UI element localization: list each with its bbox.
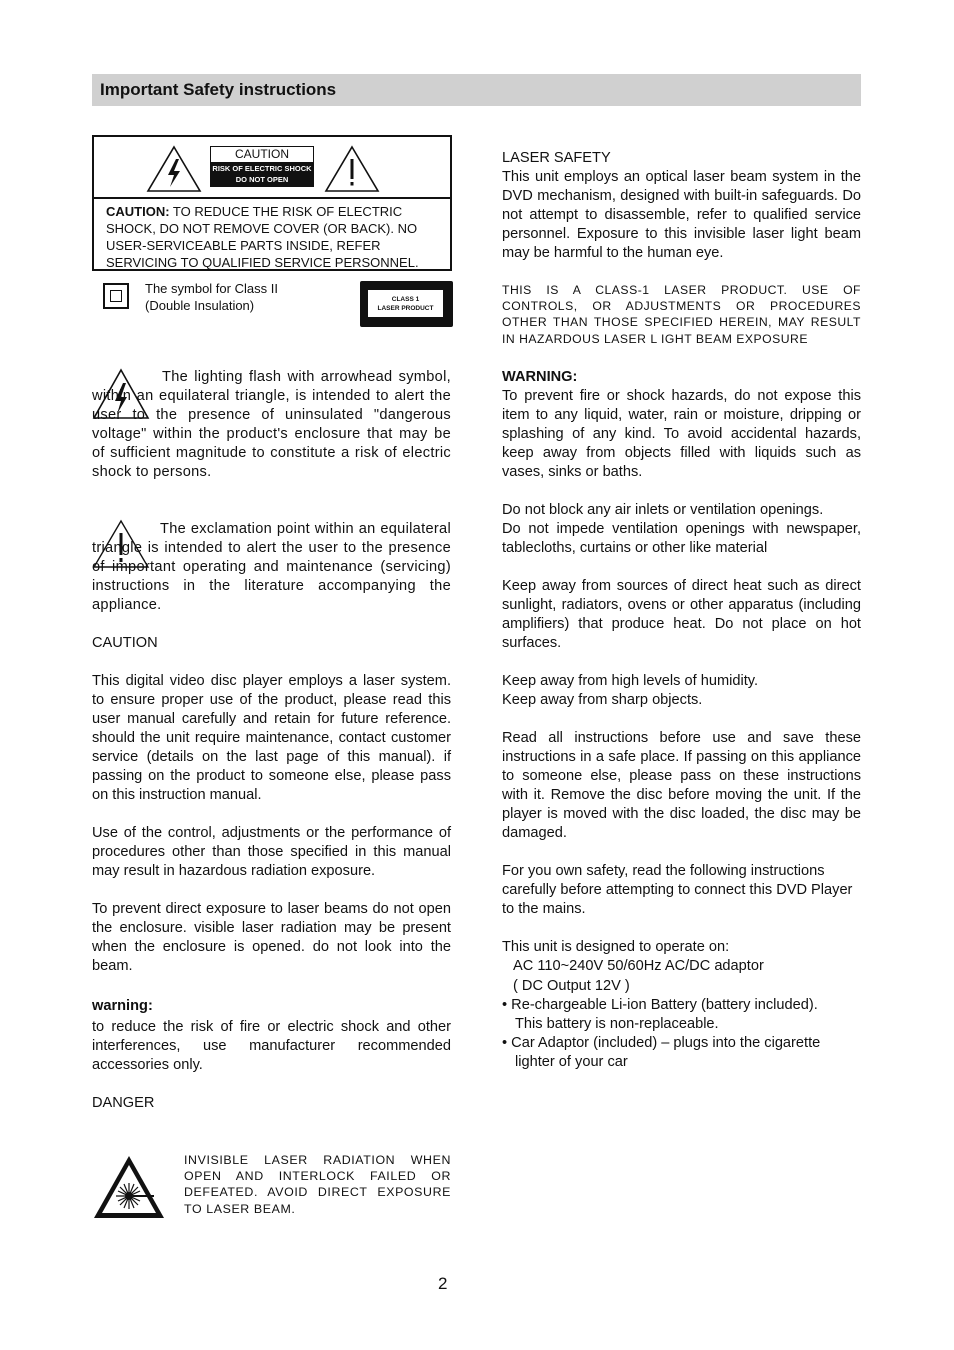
right-warning-text: To prevent fire or shock hazards, do not expose this item to any liquid, water, rain or moisture, dripping or splashing of any kind. To avoid accidental hazards, keep away from objects filled with liquids such as vases, sinks or baths. [502, 387, 861, 480]
designed-text: This unit is designed to operate on: [502, 938, 730, 955]
left-caution-section [92, 634, 451, 1113]
caution-paragraph-2: Use of the control, adjustments or the performance of procedures other than those specified in this manual may result in hazardous radiation exposure. [92, 825, 451, 879]
class2-line1: The symbol for Class II [145, 281, 278, 296]
laser-label-line2: LASER PRODUCT [377, 305, 434, 312]
section-title: Important Safety instructions [100, 80, 337, 99]
humidity-text: Keep away from high levels of humidity. [502, 672, 759, 689]
dc-spec: ( DC Output 12V ) [513, 977, 630, 994]
heat-text: Keep away from sources of direct heat such as direct sunlight, radiators, ovens or other apparatus (including amplifiers) that produce heat. Do not place on hot surfaces. [502, 577, 861, 651]
section-header [92, 74, 861, 106]
car-adaptor-line-1: • Car Adaptor (included) – plugs into the cigarette [502, 1034, 821, 1051]
ventilation-text-1: Do not block any air inlets or ventilation openings. [502, 501, 824, 518]
battery-line-1: • Re-chargeable Li-ion Battery (battery included). [502, 996, 818, 1013]
caution-heading: CAUTION [92, 635, 158, 651]
class2-double-square-icon [103, 283, 129, 309]
right-warning-heading: WARNING: [502, 368, 578, 385]
caution-text [106, 203, 446, 271]
danger-heading: DANGER [92, 1095, 155, 1111]
lightning-text: The lighting flash with arrowhead symbol, within an equilateral triangle, is intended to alert the user to the presence of uninsulated "dangerous voltage" within the product's enclosure that may be of sufficient magnitude to constitute a risk of electric shock to persons. [92, 369, 451, 480]
caution-text-body: TO REDUCE THE RISK OF ELECTRIC SHOCK, DO NOT REMOVE COVER (OR BACK). NO USER-SERVICEABLE PARTS INSIDE, REFER SERVICING TO QUALIFIED SERVICE PERSONNEL. [106, 204, 419, 270]
caution-paragraph-1: This digital video disc player employs a laser system. to ensure proper use of the product, please read this user manual carefully and retain for future reference. should the unit require maintenance, contact customer service (details on the last page of this manual). if passing on the product to someone else, please pass on this instruction manual. [92, 673, 451, 803]
class1-laser-label [360, 281, 453, 327]
danger-text-block [184, 1152, 451, 1217]
page-number: 2 [438, 1274, 448, 1293]
ventilation-text-2: Do not impede ventilation openings with newspaper, tablecloths, curtains or other like material [502, 520, 861, 556]
exclamation-text: The exclamation point within an equilateral triangle is intended to alert the user to the presence of important operating and maintenance (servicing) instructions in the literature accompanying the appliance. [92, 521, 451, 613]
exclamation-triangle-icon [324, 145, 380, 193]
danger-text: INVISIBLE LASER RADIATION WHEN OPEN AND INTERLOCK FAILED OR DEFEATED. AVOID DIRECT EXPOSURE TO LASER BEAM. [184, 1153, 451, 1216]
warning-heading: warning: [92, 998, 153, 1014]
right-column [502, 149, 861, 1072]
caution-label-title: CAUTION [235, 147, 289, 161]
class2-text [145, 281, 278, 314]
laser-radiation-icon [92, 1153, 166, 1220]
ac-spec: AC 110~240V 50/60Hz AC/DC adaptor [513, 957, 764, 974]
own-safety-text: For you own safety, read the following instructions carefully before attempting to connect this DVD Player to the mains. [502, 862, 853, 917]
caution-box [92, 135, 452, 271]
caution-text-bold: CAUTION: [106, 204, 170, 219]
caution-paragraph-3: To prevent direct exposure to laser beams do not open the enclosure. visible laser radiation may be present when the enclosure is opened. do not look into the beam. [92, 901, 451, 974]
class1-warning-text: THIS IS A CLASS-1 LASER PRODUCT. USE OF CONTROLS, OR ADJUSTMENTS OR PROCEDURES OTHER THAN THOSE SPECIFIED HEREIN, MAY RESULT IN HAZARDOUS LASER L IGHT BEAM EXPOSURE [502, 283, 861, 346]
lightning-paragraph [92, 368, 451, 482]
caution-label [210, 146, 314, 187]
car-adaptor-line-2: lighter of your car [515, 1053, 628, 1070]
lightning-triangle-icon [146, 145, 202, 193]
caution-label-sub2: DO NOT OPEN [235, 175, 289, 184]
warning-text: to reduce the risk of fire or electric shock and other interferences, use manufacturer recommended accessories only. [92, 1019, 451, 1073]
caution-label-sub1: RISK OF ELECTRIC SHOCK [212, 164, 312, 173]
class2-line2: (Double Insulation) [145, 297, 255, 313]
read-instructions-text: Read all instructions before use and save these instructions in a safe place. If passing on this appliance to someone else, please pass on these instructions with it. Remove the disc before moving the unit. If the player is moved with the disc loaded, the disc may be damaged. [502, 729, 861, 841]
laser-label-line1: CLASS 1 [391, 296, 420, 303]
exclamation-paragraph [92, 520, 451, 615]
laser-safety-heading: LASER SAFETY [502, 150, 611, 166]
sharp-objects-text: Keep away from sharp objects. [502, 691, 703, 708]
laser-safety-text: This unit employs an optical laser beam system in the DVD mechanism, designed with built-in safeguards. Do not attempt to disassemble, refer to qualified service personnel. Exposure to this invisible laser light beam may be harmful to the human eye. [502, 169, 861, 261]
caution-divider [94, 197, 450, 199]
battery-line-2: This battery is non-replaceable. [515, 1015, 719, 1032]
